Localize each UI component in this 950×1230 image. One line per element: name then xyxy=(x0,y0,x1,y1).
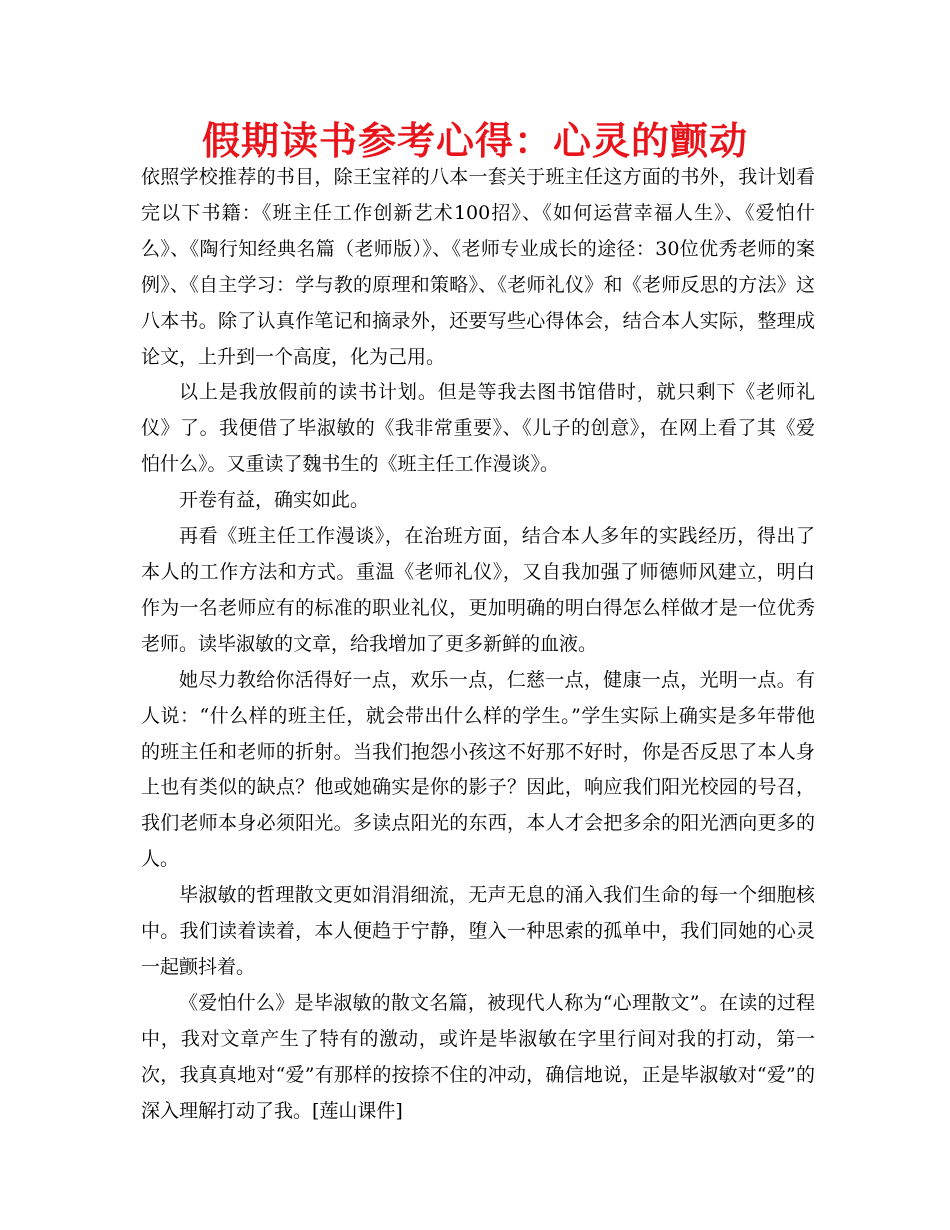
paragraph-4: 再看《班主任工作漫谈》，在治班方面，结合本人多年的实践经历，得出了本人的工作方法和方式。重温《老师礼仪》，又自我加强了师德师风建立，明白作为一名老师应有的标准的职业礼仪，更加明确的明白得怎么样做才是一位优秀老师。读毕淑敏的文章，给我增加了更多新鲜的血液。 xyxy=(141,525,815,655)
paragraph-2: 以上是我放假前的读书计划。但是等我去图书馆借时，就只剩下《老师礼仪》了。我便借了毕淑敏的《我非常重要》、《儿子的创意》，在网上看了其《爱怕什么》。又重读了魏书生的《班主任工作漫谈》。 xyxy=(141,381,815,476)
document-title: 假期读书参考心得：心灵的颤动 xyxy=(201,119,748,163)
paragraph-3: 开卷有益，确实如此。 xyxy=(179,489,370,512)
document-body xyxy=(141,160,815,1129)
paragraph-7: 《爱怕什么》是毕淑敏的散文名篇，被现代人称为“心理散文”。在读的过程中，我对文章产生了特有的激动，或许是毕淑敏在字里行间对我的打动，第一次，我真真地对“爱”有那样的按捺不住的冲动，确信地说，正是毕淑敏对“爱”的深入理解打动了我。[莲山课件] xyxy=(141,991,815,1122)
paragraph-1: 依照学校推荐的书目，除王宝祥的八本一套关于班主任这方面的书外，我计划看完以下书籍：《班主任工作创新艺术100招》、《如何运营幸福人生》、《爱怕什么》、《陶行知经典名篇（老师版）》、《老师专业成长的途径：30位优秀老师的案例》、《自主学习：学与教的原理和策略》、《老师礼仪》和《老师反思的方法》这八本书。除了认真作笔记和摘录外，还要写些心得体会，结合本人实际，整理成论文，上升到一个高度，化为己用。 xyxy=(141,166,815,368)
paragraph-6: 毕淑敏的哲理散文更如涓涓细流，无声无息的涌入我们生命的每一个细胞核中。我们读着读着，本人便趋于宁静，堕入一种思索的孤单中，我们同她的心灵一起颤抖着。 xyxy=(141,884,815,978)
paragraph-5: 她尽力教给你活得好一点，欢乐一点，仁慈一点，健康一点，光明一点。有人说：“什么样的班主任，就会带出什么样的学生。”学生实际上确实是多年带他的班主任和老师的折射。当我们抱怨小孩这不好那不好时，你是否反思了本人身上也有类似的缺点？他或她确实是你的影子？因此，响应我们阳光校园的号召，我们老师本身必须阳光。多读点阳光的东西，本人才会把多余的阳光洒向更多的人。 xyxy=(141,668,815,871)
